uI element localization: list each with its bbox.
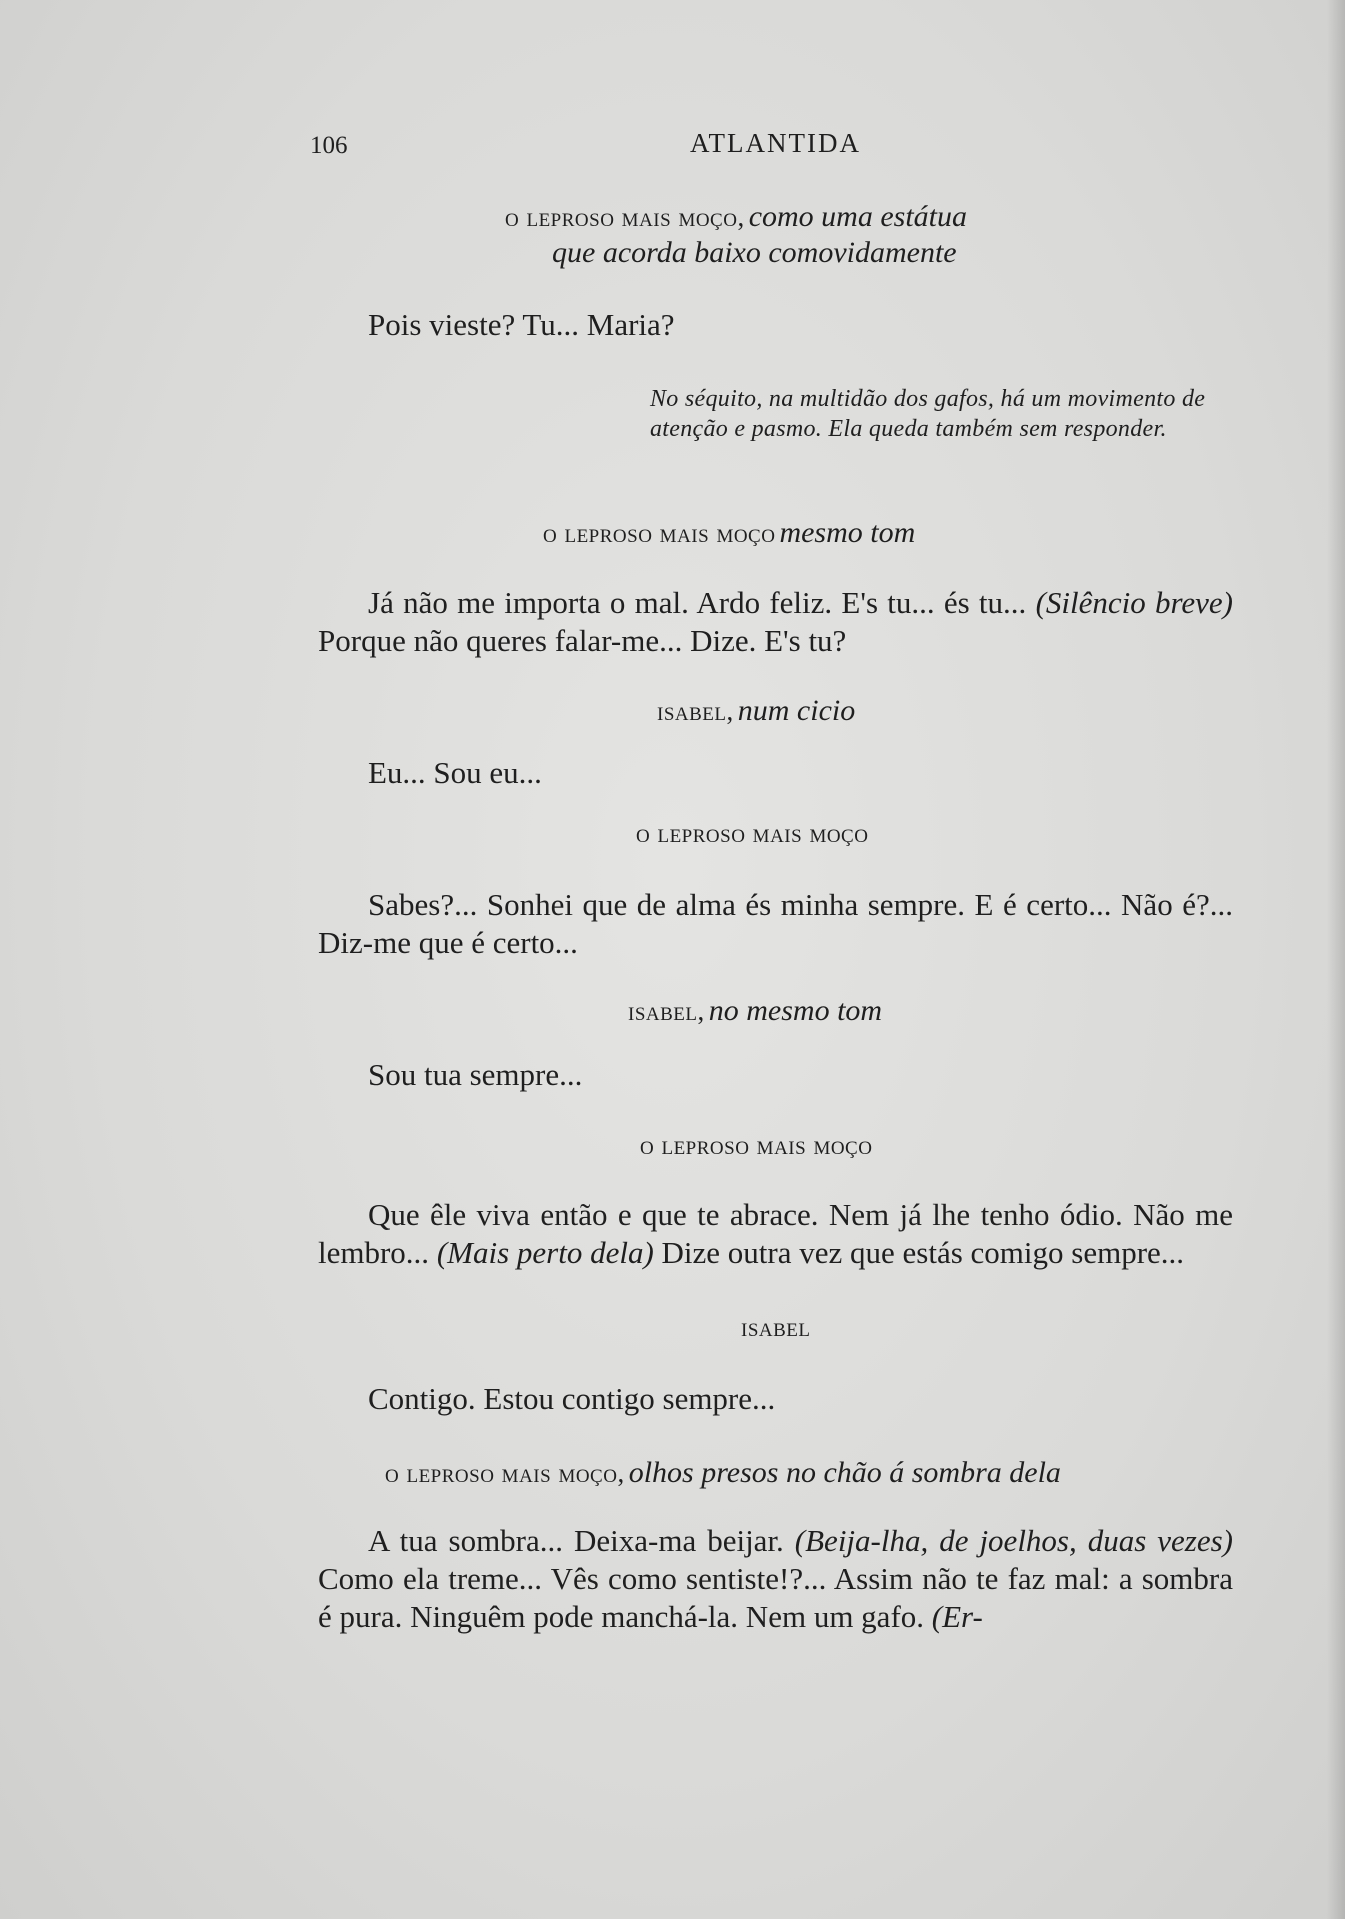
inline-stage-direction: (Beija-lha, de joelhos, duas vezes)	[794, 1523, 1234, 1558]
speech-8	[318, 1380, 1233, 1418]
speech-6	[318, 1056, 1233, 1094]
page-spine-shadow	[1327, 0, 1345, 1919]
speaker-name: o leproso mais moço	[636, 818, 869, 848]
page-number: 106	[310, 132, 348, 159]
speech-text: Sou tua sempre...	[368, 1057, 583, 1092]
speech-text: A tua sombra... Deixa-ma beijar.	[368, 1523, 784, 1558]
speech-text: Sabes?... Sonhei que de alma és minha sempre. E é certo... Não é?... Diz-me que é certo...	[318, 887, 1233, 960]
stage-direction: num cicio	[737, 694, 856, 727]
inline-stage-direction: (Mais perto dela)	[436, 1235, 654, 1270]
speaker-name: isabel,	[657, 696, 734, 726]
speech-5	[318, 886, 1233, 962]
speech-text: Como ela treme... Vês como sentiste!?... Assim não te faz mal: a sombra é pura. Ninguêm pode manchá-la. Nem um gafo.	[318, 1561, 1233, 1634]
speech-3	[318, 584, 1233, 660]
stage-direction: mesmo tom	[779, 516, 916, 549]
speech-text: Já não me importa o mal. Ardo feliz. E's tu... és tu...	[368, 585, 1027, 620]
speech-7	[318, 1196, 1233, 1272]
speaker-name: o leproso mais moço	[543, 518, 776, 548]
stage-direction-block: No séquito, na multidão dos gafos, há um movimento de atenção e pasmo. Ela queda também sem responder.	[650, 386, 1206, 442]
speech-text: Pois vieste? Tu... Maria?	[368, 307, 675, 342]
speaker-name: o leproso mais moço	[640, 1130, 873, 1160]
stage-direction-continued: que acorda baixo comovidamente	[552, 236, 957, 269]
speech-text: Contigo. Estou contigo sempre...	[368, 1381, 776, 1416]
speaker-name: isabel	[741, 1312, 811, 1342]
speaker-heading-8	[741, 1312, 811, 1343]
speaker-heading-5	[636, 818, 868, 849]
speech-text: Eu... Sou eu...	[368, 755, 542, 790]
running-title: ATLANTIDA	[690, 128, 861, 158]
speech-text: Dize outra vez que estás comigo sempre...	[661, 1235, 1185, 1270]
speaker-name: isabel,	[628, 996, 705, 1026]
speech-1	[318, 306, 1233, 344]
speech-text: Que êle viva então e que te abrace. Nem já lhe tenho ódio. Não me lembro...	[318, 1197, 1233, 1270]
inline-stage-direction: (Silêncio breve)	[1035, 585, 1234, 620]
speaker-heading-7	[640, 1130, 872, 1161]
speech-text: Porque não queres falar-me... Dize. E's tu?	[318, 623, 847, 658]
speaker-name: o leproso mais moço,	[385, 1458, 625, 1488]
speaker-heading-9	[385, 1456, 1061, 1490]
speaker-heading-6	[628, 994, 882, 1028]
stage-direction: no mesmo tom	[708, 994, 883, 1027]
speaker-heading-1	[505, 200, 967, 234]
speaker-heading-4	[657, 694, 855, 728]
speaker-heading-3	[543, 516, 915, 550]
speech-9	[318, 1522, 1233, 1636]
inline-stage-direction: (Er-	[931, 1599, 983, 1634]
speech-4	[318, 754, 1233, 792]
stage-direction: olhos presos no chão á sombra dela	[628, 1456, 1061, 1489]
stage-direction: como uma estátua	[748, 200, 968, 233]
speaker-name: o leproso mais moço,	[505, 202, 745, 232]
